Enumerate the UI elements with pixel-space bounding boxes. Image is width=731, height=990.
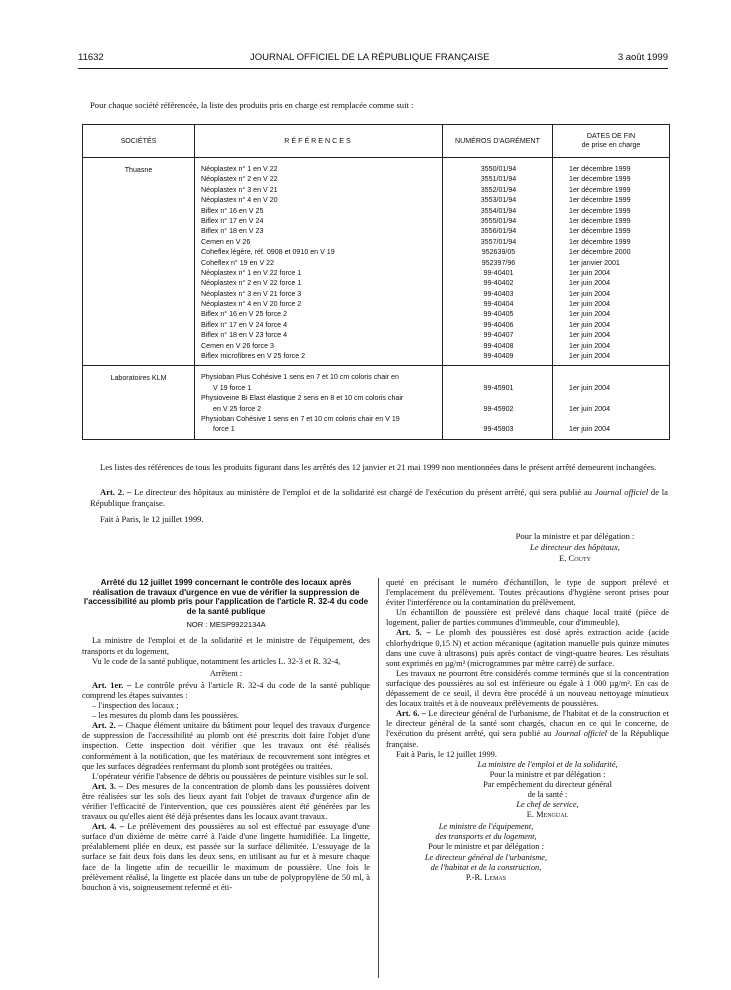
col-header-dates: [553, 125, 670, 158]
spacer: [559, 393, 665, 403]
agrement-number: 99-40408: [483, 341, 514, 350]
done-at-paris: Fait à Paris, le 12 juillet 1999.: [396, 749, 497, 759]
end-date: 1er juin 2004: [569, 279, 611, 288]
article-text: Chaque élément unitaire du bâtiment pour lequel des travaux d'urgence de suppression de l'accessibilité au plomb ont été prescrits doit faire l'objet d'une inspection. Cette inspection doit vérifier que les travaux ont été réalisés conformément à la notification, que les matériaux de recouvrement sont intègres et que les surfaces dégradées renfermant du plomb sont protégées ou traitées.: [82, 721, 370, 771]
issue-date: 3 août 1999: [617, 52, 668, 63]
header-rule: [78, 68, 668, 69]
agrement-number: 952639/05: [481, 248, 516, 257]
signature-line: de l'habitat et de la construction,: [430, 862, 542, 872]
spacer: [449, 393, 548, 403]
signatory-name: E. Mengual: [526, 810, 569, 820]
end-date: 1er décembre 1999: [569, 237, 631, 246]
arretent: Arrêtent :: [209, 668, 243, 678]
right-column: [386, 578, 669, 883]
end-date: 1er janvier 2001: [569, 258, 620, 267]
page-number: 11632: [78, 52, 104, 63]
end-date: 1er juin 2004: [569, 352, 611, 361]
column-divider: [378, 578, 379, 978]
signature-line: La ministre de l'emploi et de la solidarité,: [477, 759, 618, 769]
article-2: [82, 721, 370, 771]
reference-item: V 19 force 1: [213, 383, 252, 392]
agrement-number: 99-40402: [483, 279, 514, 288]
article-3: [82, 782, 370, 822]
reference-item: en V 25 force 2: [213, 404, 262, 413]
spacer: [559, 414, 665, 424]
col-header-dates-line2: de prise en charge: [581, 141, 641, 149]
end-date: 1er décembre 1999: [569, 165, 631, 173]
signature-line: Pour la ministre et par délégation :: [515, 531, 635, 541]
reference-item: Néoplastex n° 3 en V 21: [201, 185, 278, 194]
agrement-number: 99-40401: [483, 268, 514, 277]
signature-line: Pour le ministre et par délégation :: [428, 842, 544, 852]
reference-item: Biflex n° 18 en V 23 force 4: [201, 331, 288, 340]
end-date: 1er juin 2004: [569, 404, 611, 413]
paragraph: La ministre de l'emploi et de la solidarité et le ministre de l'équipement, des transports et du logement,: [82, 636, 370, 656]
end-date: 1er juin 2004: [569, 425, 611, 434]
reference-item: Biflex n° 17 en V 24 force 4: [201, 320, 288, 329]
spacer: [449, 414, 548, 424]
article-6: [386, 709, 669, 749]
reference-item: Néoplastex n° 2 en V 22 force 1: [201, 279, 302, 288]
left-column: [82, 578, 370, 893]
paragraph: L'opérateur vérifie l'absence de débris ou poussières de peinture visibles sur le sol.: [92, 771, 369, 781]
agrement-number: 3557/01/94: [480, 237, 517, 246]
agrement-number: 99-40403: [483, 289, 514, 298]
end-date: 1er décembre 1999: [569, 175, 631, 184]
paragraph: Vu le code de la santé publique, notamment les articles L. 32-3 et R. 32-4,: [92, 656, 341, 666]
article-4: [82, 822, 370, 893]
col-header-dates-line1: DATES DE FIN: [586, 132, 636, 140]
signatory-name: E. Couty: [559, 553, 591, 563]
agrement-number: 3555/01/94: [480, 216, 517, 225]
reference-item: Néoplastex n° 4 en V 20 force 2: [201, 300, 302, 309]
end-date: 1er décembre 1999: [569, 227, 631, 236]
journal-name: Journal officiel: [554, 729, 607, 739]
reference-item: Coheflex n° 19 en V 22: [201, 258, 275, 267]
end-date: 1er juin 2004: [569, 383, 611, 392]
list-item: – les mesures du plomb dans les poussières.: [92, 711, 240, 721]
reference-item: Néoplastex n° 1 en V 22: [201, 165, 278, 173]
reference-item: force 1: [213, 425, 235, 434]
end-date: 1er décembre 1999: [569, 185, 631, 194]
reference-item: Coheflex légère, réf. 0908 et 0910 en V 19: [201, 248, 335, 257]
end-date: 1er juin 2004: [569, 289, 611, 298]
article-2-paragraph: [90, 487, 668, 509]
signature-line: Pour la ministre et par délégation :: [489, 769, 606, 779]
signature-line: de la santé :: [527, 789, 568, 799]
article-label: Art. 2. –: [100, 487, 132, 497]
signature-block-2: [386, 822, 586, 883]
end-date: 1er juin 2004: [569, 320, 611, 329]
agrement-number: 952397/96: [481, 258, 516, 267]
reference-item: Biflex n° 16 en V 25 force 2: [201, 310, 288, 319]
unchanged-lists-note: Les listes des références de tous les produits figurant dans les arrêtés des 12 janvier et 21 mai 1999 non mentionnées dans le présent arrêté demeurent inchangées.: [100, 462, 657, 472]
signature-line: Par empêchement du directeur général: [483, 779, 612, 789]
article-text: Des mesures de la concentration de plomb dans les poussières doivent être réalisées sur les sols des lieux ayant fait l'objet de travaux d'urgence afin de vérifier l'efficacité de l'intervention, que ces poussières aient été générées par les travaux ou qu'elles aient été déjà présentes dans les locaux avant travaux.: [82, 781, 370, 822]
signature-line: Le directeur des hôpitaux,: [530, 542, 620, 552]
col-header-numeros: NUMÉROS D'AGRÉMENT: [443, 125, 553, 158]
article-label: Art. 1er. –: [92, 680, 132, 690]
nor-reference: NOR : MESP9922134A: [186, 620, 266, 630]
reference-item: Physioveine Bi Elast élastique 2 sens en 8 et 10 cm coloris chair: [201, 394, 404, 403]
article-label: Art. 2. –: [92, 721, 123, 731]
reference-item: Biflex n° 18 en V 23: [201, 227, 264, 236]
done-at-paris: Fait à Paris, le 12 juillet 1999.: [100, 514, 204, 524]
end-date: 1er juin 2004: [569, 310, 611, 319]
signature-line: des transports et du logement,: [435, 832, 537, 842]
reference-item: Néoplastex n° 1 en V 22 force 1: [201, 268, 302, 277]
reference-item: Physioban Cohésive 1 sens en 7 et 10 cm coloris chair en V 19: [201, 414, 400, 423]
article-text: Le prélèvement des poussières au sol est effectué par essuyage d'une surface d'un dixième de mètre carré à l'aide d'une lingette humidifiée. La lingette, préalablement pliée en deux, est passée sur la surface délimitée. L'essuyage de la surface se fait deux fois dans les deux sens, en utilisant au fur et à mesure chaque face de la lingette afin de recueillir le maximum de poussière. Une fois le prélèvement réalisé, la lingette est placée dans un tube de polypropylène de 50 ml, à bouchon à vis, soigneusement refermé et éti-: [82, 822, 370, 892]
journal-name: Journal officiel: [594, 487, 649, 497]
reference-item: Cemen en V 26: [201, 237, 251, 246]
reference-item: Cemen en V 26 force 3: [201, 341, 274, 350]
article-label: Art. 5. –: [396, 628, 431, 638]
col-header-references: RÉFÉRENCES: [195, 125, 443, 158]
agrement-number: 99-40406: [483, 320, 514, 329]
reference-item: Néoplastex n° 4 en V 20: [201, 196, 278, 205]
paragraph: Les travaux ne pourront être considérés comme terminés que si la concentration surfacique des poussières au sol est inférieure ou égale à 1 000 µg/m². En cas de dépassement de ce seuil, il devra être procédé à un nouveau nettoyage minutieux des locaux traités et à de nouveaux prélèvements de poussières.: [386, 668, 669, 709]
table-row-group-thuasne: [83, 158, 670, 366]
agrement-number: 3552/01/94: [480, 185, 517, 194]
agrement-number: 99-45902: [483, 404, 514, 413]
signature-block-1: [386, 760, 669, 821]
end-date: 1er décembre 2000: [569, 248, 631, 257]
agrement-number: 99-45901: [483, 383, 514, 392]
signature-line: Le ministre de l'équipement,: [438, 822, 534, 832]
article-label: Art. 3. –: [92, 781, 124, 791]
end-date: 1er décembre 1999: [569, 216, 631, 225]
article-1: [82, 681, 370, 701]
agrement-number: 99-40405: [483, 310, 514, 319]
societe-cell: Thuasne: [83, 158, 195, 366]
reference-item: Néoplastex n° 2 en V 22: [201, 175, 278, 184]
agrement-number: 3550/01/94: [480, 165, 517, 173]
agrement-number: 3551/01/94: [480, 175, 517, 184]
agrement-number: 99-40409: [483, 352, 514, 361]
reference-item: Biflex n° 16 en V 25: [201, 206, 264, 215]
article-text: de la République française.: [386, 729, 670, 749]
journal-title: JOURNAL OFFICIEL DE LA RÉPUBLIQUE FRANÇAISE: [250, 52, 490, 63]
article-5: [386, 628, 669, 668]
end-date: 1er juin 2004: [569, 331, 611, 340]
end-date: 1er juin 2004: [569, 268, 611, 277]
paragraph: Un échantillon de poussière est prélevé dans chaque local traité (pièce de logement, palier de parties communes d'immeuble, cour d'immeuble).: [386, 608, 669, 628]
reference-item: Néoplastex n° 3 en V 21 force 3: [201, 289, 302, 298]
article-text: Le plomb des poussières est dosé après extraction acide (acide chlorhydrique 0,15 N) et action mécanique (agitation manuelle puis quinze minutes dans une cuve à ultrasons) puis après contact de vingt-quatre heures. Les résultats sont exprimés en µg/m² (microgrammes par mètre carré) de surface.: [386, 628, 669, 668]
article-label: Art. 4. –: [92, 822, 124, 832]
decree-title: Arrêté du 12 juillet 1999 concernant le contrôle des locaux après réalisation de travaux d'urgence en vue de vérifier la suppression de l'accessibilité au plomb pris pour l'application de l'article R. 32-4 du code de la santé publique: [83, 578, 369, 616]
signatory-name: P.-R. Lemas: [465, 872, 507, 882]
reference-item: Biflex microfibres en V 25 force 2: [201, 352, 306, 361]
agrement-number: 3554/01/94: [480, 206, 517, 215]
spacer: [449, 372, 548, 382]
col-header-societes: SOCIÉTÉS: [83, 125, 195, 158]
spacer: [559, 372, 665, 382]
agrement-number: 3553/01/94: [480, 196, 517, 205]
page-header: [78, 52, 668, 68]
agrement-number: 99-45903: [483, 425, 514, 434]
end-date: 1er juin 2004: [569, 341, 611, 350]
table-row-group-klm: [83, 366, 670, 439]
article-text: Le directeur des hôpitaux au ministère de l'emploi et de la solidarité est chargé de l'exécution du présent arrêté, qui sera publié au: [131, 487, 595, 497]
agrement-number: 99-40404: [483, 300, 514, 309]
end-date: 1er juin 2004: [569, 300, 611, 309]
article-label: Art. 6. –: [396, 709, 426, 719]
agrement-number: 3556/01/94: [480, 227, 517, 236]
article-text: Le contrôle prévu à l'article R. 32-4 du code de la santé publique comprend les étapes suivantes :: [82, 680, 370, 700]
signature-line: Le directeur général de l'urbanisme,: [424, 852, 548, 862]
end-date: 1er décembre 1999: [569, 206, 631, 215]
signature-line: Le chef de service,: [516, 800, 579, 810]
reference-item: Physioban Plus Cohésive 1 sens en 7 et 10 cm coloris chair en: [201, 373, 399, 382]
intro-text: Pour chaque société référencée, la liste des produits pris en charge est remplacée comme suit :: [90, 100, 414, 110]
list-item: – l'inspection des locaux ;: [92, 701, 179, 711]
signature-block: [480, 531, 670, 564]
end-date: 1er décembre 1999: [569, 196, 631, 205]
paragraph: queté en précisant le numéro d'échantillon, le type de support prélevé et l'emplacement du prélèvement. Toutes précautions d'hygiène seront prises pour éviter l'interférence ou la contamination du prélèvement.: [386, 578, 669, 608]
article-text: de la République française.: [90, 487, 668, 508]
societe-cell: Laboratoires KLM: [83, 366, 195, 439]
reference-item: Biflex n° 17 en V 24: [201, 216, 264, 225]
references-table: [82, 124, 670, 440]
agrement-number: 99-40407: [483, 331, 514, 340]
article-text: Le directeur général de l'urbanisme, de l'habitat et de la construction et le directeur général de la santé sont chargés, chacun en ce qui le concerne, de l'exécution du présent arrêté, qui sera publié au: [386, 709, 669, 739]
